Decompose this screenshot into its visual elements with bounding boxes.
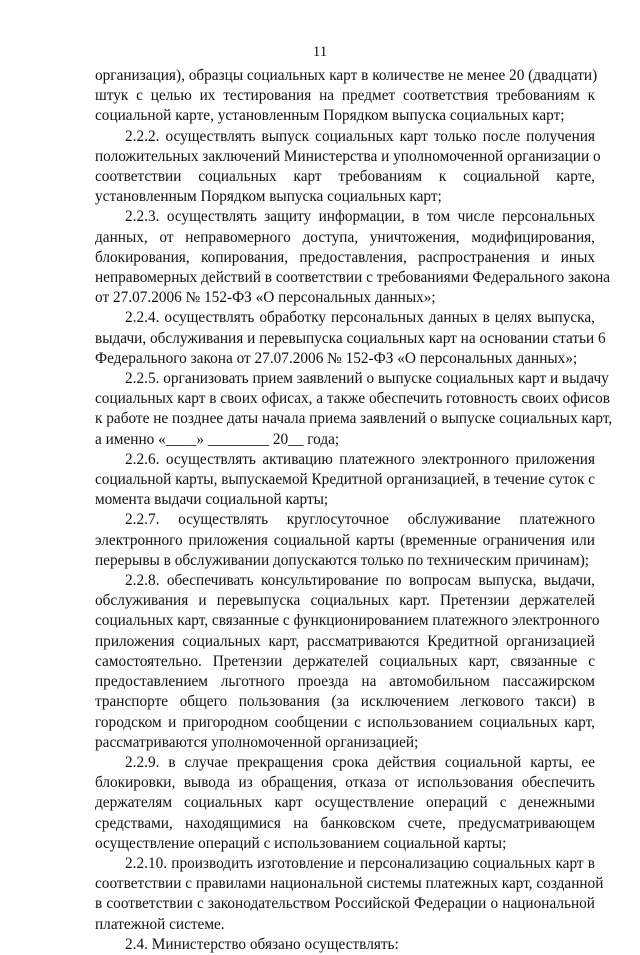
text-line: рассматриваются уполномоченной организацией; [95, 733, 419, 751]
paragraph-p-2-4 [95, 935, 595, 955]
text-line: осуществление операций с использованием социальной карты; [95, 834, 507, 852]
paragraph-p-2-2-2 [95, 127, 601, 208]
text-line: положительных заключений Министерства и уполномоченной организации о [95, 147, 601, 165]
text-line: выдачи, обслуживания и перевыпуска социальных карт на основании статьи 6 [95, 329, 606, 347]
text-line: 2.2.9. в случае прекращения срока действия социальной карты, ее [125, 753, 595, 771]
paragraph-p0 [95, 66, 598, 127]
paragraph-p-2-2-3 [95, 207, 611, 308]
page-number: 11 [312, 44, 328, 60]
text-line: блокирования, копирования, предоставления, распространения и иных [95, 248, 595, 266]
text-line: держателям социальных карт осуществление операций с денежными [95, 794, 595, 812]
paragraph-p-2-2-10 [95, 854, 604, 935]
text-line: 2.4. Министерство обязано осуществлять: [125, 935, 399, 953]
text-line: 2.2.5. организовать прием заявлений о выпуске социальных карт и выдачу [125, 370, 609, 388]
text-line: блокировки, вывода из обращения, отказа от использования обеспечить [95, 774, 595, 792]
text-line: транспорте общего пользования (за исключением легкового такси) в [95, 693, 595, 711]
paragraph-p-2-2-5 [95, 369, 613, 450]
text-line: социальной карте, установленным Порядком выпуска социальных карт; [95, 107, 565, 125]
text-line: обслуживания и перевыпуска социальных карт. Претензии держателей [95, 592, 595, 610]
text-line: от 27.07.2006 № 152-ФЗ «О персональных данных»; [95, 289, 436, 307]
text-line: социальной карты, выпускаемой Кредитной организацией, в течение суток с [95, 471, 596, 489]
paragraph-p-2-2-8 [95, 571, 600, 753]
text-line: приложения социальных карт, рассматриваются Кредитной организацией [95, 632, 595, 650]
text-line: в соответствии с законодательством Российской Федерации о национальной [95, 895, 595, 913]
paragraph-p-2-2-4 [95, 308, 606, 369]
text-line: предоставлением льготного проезда на автомобильном пассажирском [95, 673, 595, 691]
paragraph-p-2-2-7 [95, 510, 595, 571]
text-line: данных, от неправомерного доступа, уничтожения, модифицирования, [95, 228, 595, 246]
text-line: соответствии с правилами национальной системы платежных карт, созданной [95, 875, 604, 893]
text-line: к работе не позднее даты начала приема заявлений о выпуске социальных карт, [95, 410, 613, 428]
text-line: Федерального закона от 27.07.2006 № 152-ФЗ «О персональных данных»; [95, 349, 578, 367]
text-line: социальных карт в своих офисах, а также обеспечить готовность своих офисов [95, 390, 610, 408]
text-line: соответствии социальных карт требованиям к социальной карте, [95, 168, 595, 186]
text-line: 2.2.3. осуществлять защиту информации, в том числе персональных [125, 208, 595, 226]
paragraph-p-2-2-9 [95, 753, 595, 854]
text-line: платежной системе. [95, 915, 225, 933]
text-line: электронного приложения социальной карты (временные ограничения или [95, 531, 595, 549]
text-line: 2.2.10. производить изготовление и персонализацию социальных карт в [125, 854, 595, 872]
text-line: 2.2.4. осуществлять обработку персональных данных в целях выпуска, [125, 309, 595, 327]
text-line: организация), образцы социальных карт в количестве не менее 20 (двадцати) [95, 67, 598, 84]
text-line: городском и пригородном сообщении с использованием социальных карт, [95, 713, 595, 731]
text-line: социальных карт, связанные с функционированием платежного электронного [95, 612, 600, 630]
text-line: 2.2.8. обеспечивать консультирование по вопросам выпуска, выдачи, [125, 572, 595, 590]
text-line: самостоятельно. Претензии держателей социальных карт, связанные с [95, 652, 595, 670]
text-line: 2.2.7. осуществлять круглосуточное обслуживание платежного [125, 511, 595, 529]
text-line: 2.2.6. осуществлять активацию платежного электронного приложения [125, 450, 595, 468]
text-line: установленным Порядком выпуска социальных карт; [95, 188, 442, 206]
paragraph-p-2-2-6 [95, 450, 595, 511]
text-line: средствами, находящимися на банковском счете, предусматривающем [95, 814, 595, 832]
text-line: штук с целью их тестирования на предмет соответствия требованиям к [95, 87, 595, 105]
text-line: момента выдачи социальной карты; [95, 491, 329, 509]
text-line: 2.2.2. осуществлять выпуск социальных карт только после получения [125, 127, 595, 145]
text-line: а именно «____» ________ 20__ года; [95, 430, 340, 448]
text-line: перерывы в обслуживании допускаются только по техническим причинам); [95, 551, 590, 569]
document-body [95, 66, 613, 955]
text-line: неправомерных действий в соответствии с требованиями Федерального закона [95, 269, 611, 287]
